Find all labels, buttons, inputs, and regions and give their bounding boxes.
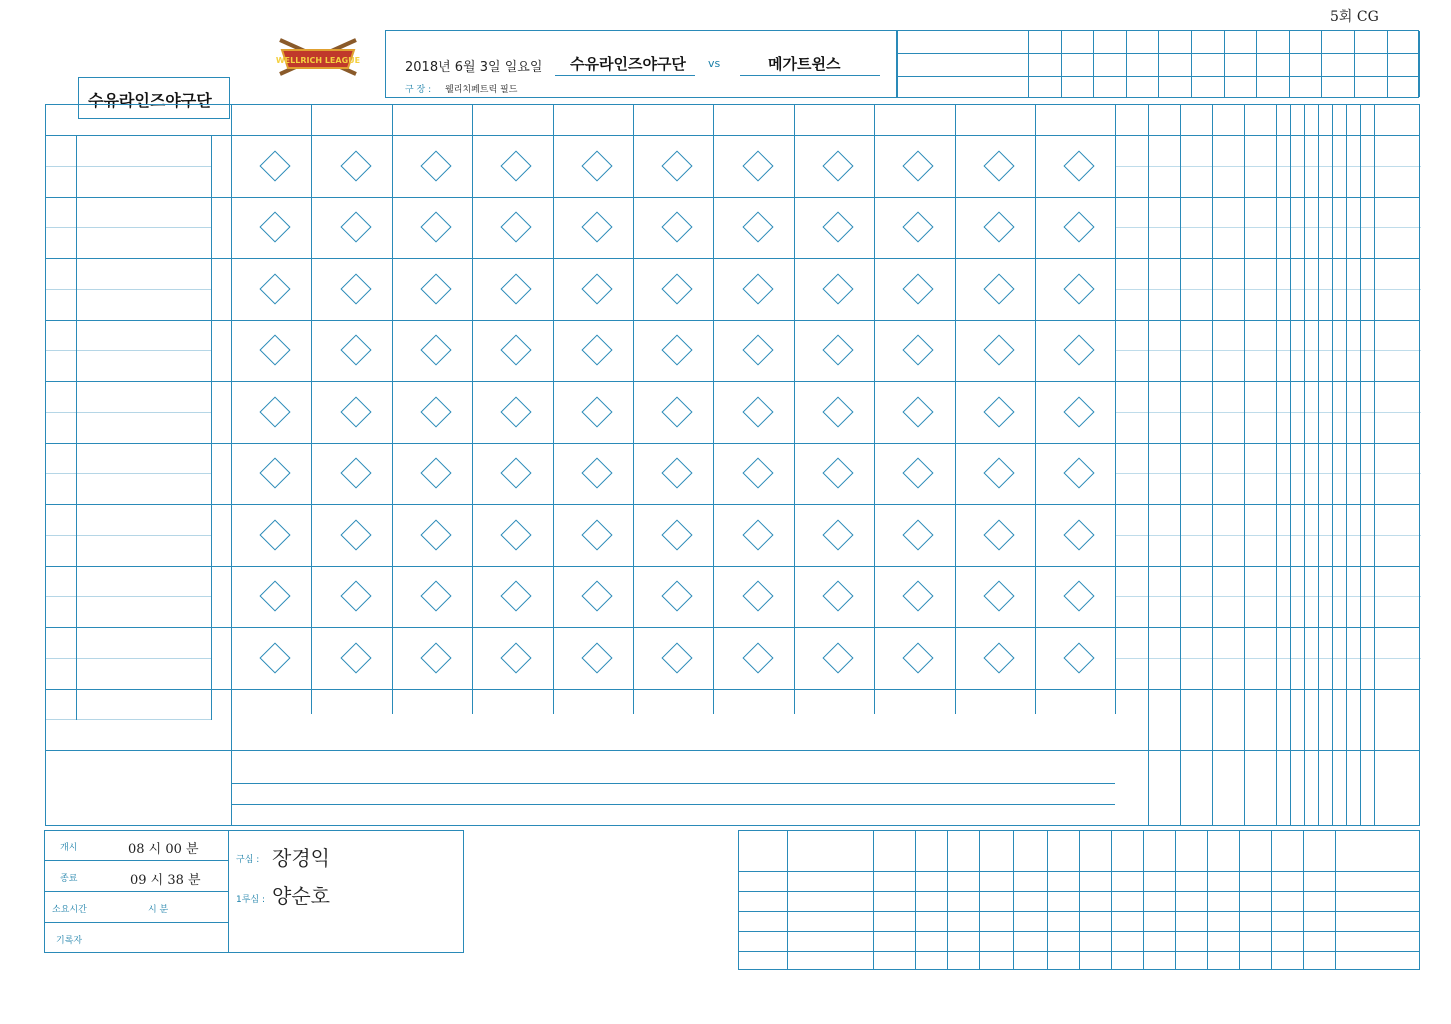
grid-row-line — [46, 627, 1419, 628]
base-diamond — [340, 150, 371, 181]
pitching-table — [738, 830, 1420, 970]
base-diamond — [662, 212, 693, 243]
stat-header — [1304, 107, 1318, 135]
base-diamond — [260, 396, 291, 427]
scoring-grid — [45, 104, 1420, 826]
base-diamond — [662, 519, 693, 550]
pitching-col-line — [787, 831, 788, 969]
base-diamond — [420, 519, 451, 550]
row-mid-line — [76, 227, 211, 228]
base-diamond — [340, 458, 371, 489]
team-title: 수유라인즈야구단 — [88, 91, 212, 110]
row-mid-line — [1115, 535, 1421, 536]
totals-row-line — [231, 804, 1115, 805]
base-diamond — [581, 396, 612, 427]
base-diamond — [260, 273, 291, 304]
grid-col-line — [1318, 105, 1319, 825]
base-diamond — [903, 273, 934, 304]
stat-header — [1290, 107, 1304, 135]
base-diamond — [1064, 581, 1095, 612]
scoreboard-col-line — [1126, 31, 1127, 97]
grid-col-line — [1212, 105, 1213, 825]
base-diamond — [581, 458, 612, 489]
row-mid-line — [76, 412, 211, 413]
base-diamond — [983, 581, 1014, 612]
base-diamond — [742, 396, 773, 427]
pitching-col-line — [1303, 831, 1304, 969]
pitching-row-line — [739, 871, 1419, 872]
base-diamond — [822, 212, 853, 243]
scoreboard-col-line — [1321, 31, 1322, 97]
totals-row-line — [231, 783, 1115, 784]
row-mid-line — [76, 596, 211, 597]
pitching-row-line — [739, 891, 1419, 892]
base-diamond — [822, 335, 853, 366]
base-diamond — [903, 642, 934, 673]
base-diamond — [662, 396, 693, 427]
scoreboard-col-line — [1061, 31, 1062, 97]
pitching-col-line — [979, 831, 980, 969]
pitching-row-line — [739, 911, 1419, 912]
scoreboard-col-line — [1354, 31, 1355, 97]
base-diamond — [260, 150, 291, 181]
base-diamond — [1064, 458, 1095, 489]
stat-header — [1276, 107, 1290, 135]
scoreboard-col-line — [1224, 31, 1225, 97]
base-diamond — [662, 335, 693, 366]
pitching-col-line — [1111, 831, 1112, 969]
base-diamond — [983, 335, 1014, 366]
base-diamond — [983, 642, 1014, 673]
row-mid-line — [46, 289, 76, 290]
pitching-col-line — [1079, 831, 1080, 969]
stat-header — [1318, 107, 1332, 135]
base-diamond — [260, 581, 291, 612]
stat-header — [1346, 107, 1360, 135]
pitching-row-line — [739, 931, 1419, 932]
row-mid-line — [1115, 166, 1421, 167]
pitching-col-line — [1013, 831, 1014, 969]
row-mid-line — [1115, 350, 1421, 351]
base-diamond — [662, 581, 693, 612]
base-diamond — [903, 150, 934, 181]
base-diamond — [1064, 273, 1095, 304]
scoreboard-col-line — [1419, 31, 1420, 97]
base-diamond — [501, 642, 532, 673]
base-diamond — [742, 212, 773, 243]
stat-header — [1332, 107, 1346, 135]
row-mid-line — [1115, 412, 1421, 413]
row-mid-line — [46, 596, 76, 597]
base-diamond — [501, 150, 532, 181]
row-mid-line — [76, 350, 211, 351]
base-diamond — [903, 581, 934, 612]
base-diamond — [581, 335, 612, 366]
grid-row-line — [46, 197, 1419, 198]
row-mid-line — [76, 289, 211, 290]
pitching-col-line — [1143, 831, 1144, 969]
base-diamond — [420, 458, 451, 489]
base-diamond — [581, 150, 612, 181]
base-diamond — [420, 396, 451, 427]
away-team: 메가트윈스 — [768, 55, 841, 73]
base-diamond — [340, 212, 371, 243]
pitching-row-line — [739, 951, 1419, 952]
grid-col-line — [1244, 105, 1245, 825]
row-mid-line — [76, 166, 211, 167]
grid-row-line — [46, 320, 1419, 321]
base-diamond — [742, 458, 773, 489]
row-mid-line — [1115, 596, 1421, 597]
row-mid-line — [76, 658, 211, 659]
base-diamond — [983, 519, 1014, 550]
base-diamond — [662, 273, 693, 304]
grid-col-line — [76, 135, 77, 720]
base-diamond — [501, 212, 532, 243]
grid-col-line — [1332, 105, 1333, 825]
base-diamond — [260, 642, 291, 673]
base-diamond — [742, 519, 773, 550]
base-diamond — [822, 458, 853, 489]
base-diamond — [340, 581, 371, 612]
grid-row-line — [46, 258, 1419, 259]
base-diamond — [903, 396, 934, 427]
base-diamond — [822, 396, 853, 427]
scoreboard — [897, 30, 1419, 98]
base-diamond — [903, 458, 934, 489]
base-diamond — [903, 212, 934, 243]
grid-col-line — [211, 135, 212, 720]
scoreboard-col-line — [1191, 31, 1192, 97]
base-diamond — [260, 519, 291, 550]
base-diamond — [581, 212, 612, 243]
umpire-label: 구심 : — [236, 855, 260, 865]
grid-col-line — [1304, 105, 1305, 825]
pitching-col-line — [915, 831, 916, 969]
vs-label: vs — [708, 57, 721, 70]
base-diamond — [340, 335, 371, 366]
base-diamond — [501, 273, 532, 304]
duration-value: 시 분 — [148, 905, 169, 915]
base-diamond — [1064, 396, 1095, 427]
base-diamond — [420, 335, 451, 366]
stadium-label: 구 장 : — [405, 85, 432, 95]
base-umpire-name: 양순호 — [272, 884, 330, 908]
base-diamond — [420, 581, 451, 612]
game-date: 2018년 6월 3일 일요일 — [405, 60, 543, 75]
grid-col-line — [1360, 105, 1361, 825]
row-mid-line — [46, 412, 76, 413]
base-diamond — [581, 642, 612, 673]
scoreboard-col-line — [1387, 31, 1388, 97]
base-diamond — [903, 519, 934, 550]
base-diamond — [501, 519, 532, 550]
base-diamond — [581, 581, 612, 612]
base-diamond — [742, 335, 773, 366]
grid-row-line — [46, 381, 1419, 382]
grid-col-line — [1148, 105, 1149, 825]
base-diamond — [340, 642, 371, 673]
row-mid-line — [46, 473, 76, 474]
scoreboard-col-line — [1028, 31, 1029, 97]
row-mid-line — [1115, 227, 1421, 228]
row-mid-line — [1115, 658, 1421, 659]
row-mid-line — [46, 350, 76, 351]
base-diamond — [340, 396, 371, 427]
base-diamond — [822, 642, 853, 673]
start-time: 08 시 00 분 — [128, 842, 199, 857]
row-mid-line — [46, 658, 76, 659]
base-diamond — [581, 519, 612, 550]
scoreboard-col-line — [1093, 31, 1094, 97]
row-mid-line — [46, 166, 76, 167]
corner-note: 5회 CG — [1330, 9, 1379, 25]
duration-label: 소요시간 — [52, 905, 87, 915]
base-diamond — [260, 335, 291, 366]
base-diamond — [1064, 212, 1095, 243]
base-diamond — [1064, 519, 1095, 550]
base-diamond — [501, 335, 532, 366]
base-diamond — [1064, 642, 1095, 673]
row-mid-line — [46, 719, 211, 720]
pitching-col-line — [1335, 831, 1336, 969]
base-diamond — [742, 150, 773, 181]
base-diamond — [420, 212, 451, 243]
grid-row-line — [46, 443, 1419, 444]
base-diamond — [581, 273, 612, 304]
base-diamond — [983, 212, 1014, 243]
grid-row-line — [46, 750, 1419, 751]
row-mid-line — [46, 535, 76, 536]
base-diamond — [903, 335, 934, 366]
base-diamond — [340, 273, 371, 304]
base-diamond — [1064, 150, 1095, 181]
base-diamond — [260, 458, 291, 489]
base-diamond — [662, 642, 693, 673]
base-diamond — [340, 519, 371, 550]
base-diamond — [662, 150, 693, 181]
grid-col-line — [1346, 105, 1347, 825]
pitching-col-line — [873, 831, 874, 969]
base-diamond — [983, 458, 1014, 489]
grid-col-line — [1276, 105, 1277, 825]
base-diamond — [420, 150, 451, 181]
home-team: 수유라인즈야구단 — [570, 55, 686, 73]
row-mid-line — [1115, 473, 1421, 474]
base-diamond — [501, 581, 532, 612]
base-diamond — [420, 273, 451, 304]
grid-col-line — [1180, 105, 1181, 825]
umpire-name: 장경익 — [272, 846, 330, 870]
stat-header — [1374, 107, 1390, 135]
base-diamond — [742, 273, 773, 304]
base-diamond — [420, 642, 451, 673]
stadium-name: 웰리치페트릭 필드 — [445, 85, 518, 95]
base-diamond — [501, 396, 532, 427]
base-umpire-label: 1루심 : — [236, 895, 266, 905]
base-diamond — [742, 581, 773, 612]
grid-row-line — [46, 504, 1419, 505]
league-logo — [272, 38, 364, 78]
scoreboard-col-line — [1289, 31, 1290, 97]
pitching-col-line — [1271, 831, 1272, 969]
base-diamond — [822, 150, 853, 181]
row-mid-line — [76, 535, 211, 536]
base-diamond — [983, 273, 1014, 304]
pitching-col-line — [1207, 831, 1208, 969]
base-diamond — [742, 642, 773, 673]
scoreboard-col-line — [1158, 31, 1159, 97]
pitching-col-line — [1239, 831, 1240, 969]
scoreboard-col-line — [1256, 31, 1257, 97]
recorder-label: 기록자 — [56, 936, 83, 946]
pitching-col-line — [1175, 831, 1176, 969]
base-diamond — [662, 458, 693, 489]
grid-row-line — [46, 566, 1419, 567]
base-diamond — [822, 273, 853, 304]
pitching-col-line — [1047, 831, 1048, 969]
base-diamond — [983, 150, 1014, 181]
base-diamond — [501, 458, 532, 489]
base-diamond — [1064, 335, 1095, 366]
base-diamond — [983, 396, 1014, 427]
base-diamond — [260, 212, 291, 243]
svg-text:WELLRICH LEAGUE: WELLRICH LEAGUE — [275, 56, 361, 65]
pitching-col-line — [947, 831, 948, 969]
row-mid-line — [76, 473, 211, 474]
row-mid-line — [1115, 289, 1421, 290]
grid-col-line — [1290, 105, 1291, 825]
stat-header — [1360, 107, 1374, 135]
row-mid-line — [46, 227, 76, 228]
grid-row-line — [46, 689, 1419, 690]
end-time: 09 시 38 분 — [130, 873, 201, 888]
grid-col-line — [231, 105, 232, 825]
start-label: 개시 — [60, 843, 78, 853]
base-diamond — [822, 581, 853, 612]
end-label: 종료 — [60, 874, 78, 884]
grid-col-line — [1374, 105, 1375, 825]
base-diamond — [822, 519, 853, 550]
